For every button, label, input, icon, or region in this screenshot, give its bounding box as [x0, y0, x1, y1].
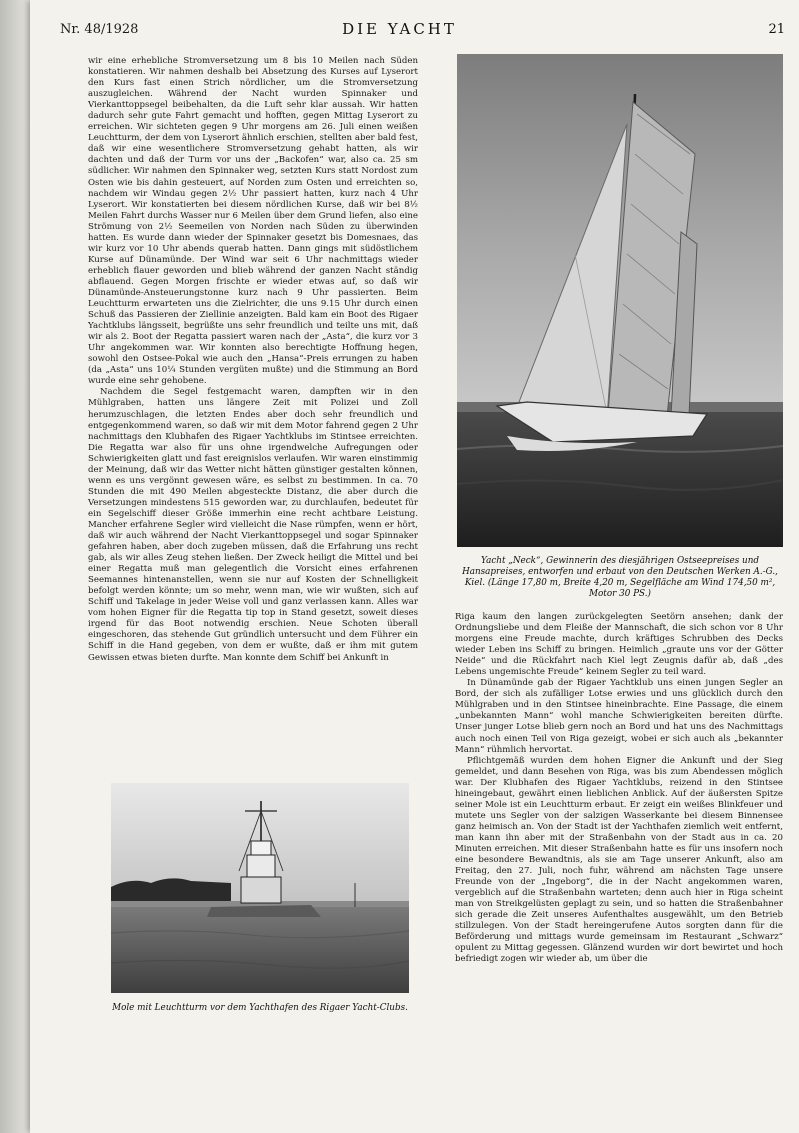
issue-number: Nr. 48/1928	[60, 22, 139, 37]
lighthouse-photo	[111, 783, 409, 993]
paragraph: Riga kaum den langen zurückgelegten Seetörn ansehen; dank der Ordnungsliebe und dem Fleiße der Mannschaft, die sich schon vor 8 Uhr morgens eine Freude machte, durch kräftiges Schrubben des Decks wieder Leben ins Schiff zu bringen. Heimlich „graute uns vor der Götter Neide“ und die Rückfahrt nach Kiel legt Zeugnis dafür ab, daß „des Lebens ungemischte Freude“ keinem Segler zu teil ward.	[455, 612, 783, 678]
page-number: 21	[768, 22, 785, 37]
paragraph: In Dünamünde gab der Rigaer Yachtklub uns einen jungen Segler an Bord, der sich als zufälliger Lotse erwies und uns glücklich durch den Mühlgraben und in den Stintsee hineinbrachte. Eine Passage, die einem „unbekannten Mann“ wohl manche Schwierigkeiten bereiten dürfte. Unser junger Lotse blieb gern noch an Bord und hat uns des Nachmittags auch noch einen Teil von Riga gezeigt, wobei er sich auch als „bekannter Mann“ rühmlich hervortat.	[455, 678, 783, 755]
magazine-title: DIE YACHT	[342, 20, 457, 38]
yacht-photo	[457, 54, 783, 547]
right-column	[455, 612, 783, 966]
paragraph: Pflichtgemäß wurden dem hohen Eigner die Ankunft und der Sieg gemeldet, und dann Besehen von Riga, was bis zum Abendessen möglich war. Der Klubhafen des Rigaer Yachtklubs, reizend in den Stintsee hineingebaut, gewährt einen lieblichen Anblick. Auf der äußersten Spitze seiner Mole ist ein Leuchtturm erbaut. Er zeigt ein weißes Blinkfeuer und mutete uns Segler von der salzigen Wasserkante bei diesem Binnensee ganz heimisch an. Von der Stadt ist der Yachthafen ziemlich weit entfernt, man kann ihn aber mit der Straßenbahn von der Stadt aus in ca. 20 Minuten erreichen. Mit dieser Straßenbahn hatte es für uns insofern noch eine besondere Bewandtnis, als sie am Tage unserer Ankunft, also am Freitag, den 27. Juli, noch fuhr, während am nächsten Tage unsere Freunde von der „Ingeborg“, die in der Nacht angekommen waren, vergeblich auf die Straßenbahn warteten; denn auch hier in Riga scheint man von Streikgelüsten geplagt zu sein, und so hatten die Straßenbahner sich gerade die Zeit unseres Aufenthaltes ausgewählt, um den Betrieb stillzulegen. Von der Stadt hereingerufene Autos sorgten dann für die Beförderung und mittags wurde gemeinsam im Restaurant „Schwarz“ opulent zu Mittag gegessen. Glänzend wurden wir dort bewirtet und hoch befriedigt zogen wir wieder ab, um über die	[455, 755, 783, 965]
paragraph: Nachdem die Segel festgemacht waren, dampften wir in den Mühlgraben, hatten uns längere Zeit mit Polizei und Zoll herumzuschlagen, die letzten Endes aber doch sehr freundlich und entgegenkommend waren, so daß wir mit dem Motor fahrend gegen 2 Uhr nachmittags den Klubhafen des Rigaer Yachtklubs im Stintsee erreichten. Die Regatta war also für uns ohne irgendwelche Aufregungen oder Schwierigkeiten glatt und fast ereignislos verlaufen. Wir waren einstimmig der Meinung, daß wir das Wetter nicht hätten günstiger gestalten können, wenn es uns vergönnt gewesen wäre, es selbst zu bestimmen. In ca. 70 Stunden die mit 490 Meilen abgesteckte Distanz, die aber durch die Versetzungen mindestens 515 geworden war, zu durchlaufen, bedeutet für ein Segelschiff dieser Größe immerhin eine recht achtbare Leistung. Mancher erfahrene Segler wird vielleicht die Nase rümpfen, wenn er hört, daß wir auch während der Nacht Vierkanttoppsegel und sogar Spinnaker gefahren haben, aber doch zugeben müssen, daß die Erfahrung uns recht gab, als wir alles Zeug stehen ließen. Der Zweck heiligt die Mittel und bei einer Regatta muß man gelegentlich die Vorsicht eines erfahrenen Seemannes hintenanstellen, wenn sie nur auf Kosten der Schnelligkeit befolgt werden könnte; um so mehr, wenn man, wie wir wußten, sich auf Schiff und Takelage in jeder Weise voll und ganz verlassen kann. Alles war vom hohen Eigner für die Regatta tip top in Stand gesetzt, soweit dieses irgend für das Boot notwendig erschien. Neue Schoten überall eingeschoren, das stehende Gut gründlich untersucht und dem Führer ein Schiff in die Hand gegeben, von dem er wußte, daß er ihm mit gutem Gewissen etwas bieten durfte. Man konnte dem Schiff bei Ankunft in	[88, 387, 418, 663]
lighthouse-caption: Mole mit Leuchtturm vor dem Yachthafen des Rigaer Yacht-Clubs.	[112, 1003, 408, 1013]
left-column	[88, 56, 418, 664]
yacht-caption: Yacht „Neck“, Gewinnerin des diesjährigen Ostseepreises und Hansapreises, entworfen und erbaut von den Deutschen Werken A.-G., Kiel. (Länge 17,80 m, Breite 4,20 m, Segelfläche am Wind 174,50 m², Motor 30 PS.)	[462, 556, 778, 599]
paragraph: wir eine erhebliche Stromversetzung um 8 bis 10 Meilen nach Süden konstatieren. Wir nahmen deshalb bei Absetzung des Kurses auf Lyserort den Kurs fast einen Strich nördlicher, um die Stromversetzung auszugleichen. Während der Nacht wurden Spinnaker und Vierkanttoppsegel beibehalten, da die Luft sehr klar aussah. Wir hatten dadurch sehr gute Fahrt gemacht und hofften, gegen Mittag Lyserort zu erreichen. Wir sichteten gegen 9 Uhr morgens am 26. Juli einen weißen Leuchtturm, der dem von Lyserort ähnlich erschien, stellten aber bald fest, daß wir eine wesentlichere Stromversetzung gehabt hatten, als wir dachten und daß der Turm vor uns der „Backofen“ war, also ca. 25 sm südlicher. Wir nahmen den Spinnaker weg, setzten Kurs statt Nordost zum Osten wie bis dahin gesteuert, auf Norden zum Osten und erreichten so, nachdem wir Windau gegen 2½ Uhr passiert hatten, kurz nach 4 Uhr Lyserort. Wir konstatierten bei diesem nördlichen Kurse, daß wir bei 8½ Meilen Fahrt durchs Wasser nur 6 Meilen über dem Grund liefen, also eine Strömung von 2½ Seemeilen von Norden nach Süden zu überwinden hatten. Es wurde dann wieder der Spinnaker gesetzt bis Domesnaes, das wir kurz vor 10 Uhr abends querab hatten. Dann gings mit südöstlichem Kurse auf Dünamünde. Der Wind war seit 6 Uhr nachmittags wieder erheblich flauer geworden und blieb während der ganzen Nacht ständig abflauend. Gegen Morgen frischte er wieder etwas auf, so daß wir Dünamünde-Ansteuerungstonne kurz nach 9 Uhr passierten. Beim Leuchtturm erwarteten uns die Zielrichter, die uns 9.15 Uhr durch einen Schuß das Passieren der Ziellinie anzeigten. Bald kam ein Boot des Rigaer Yachtklubs längsseit, begrüßte uns sehr freundlich und teilte uns mit, daß wir als 2. Boot der Regatta passiert waren nach der „Asta“, die kurz vor 3 Uhr angekommen war. Wir konnten also berechtigte Hoffnung hegen, sowohl den Ostsee-Pokal wie auch den „Hansa“-Preis errungen zu haben (da „Asta“ uns 10¼ Stunden vergüten mußte) und die Stimmung an Bord wurde eine sehr gehobene.	[88, 56, 418, 387]
binding-edge	[0, 0, 30, 1133]
